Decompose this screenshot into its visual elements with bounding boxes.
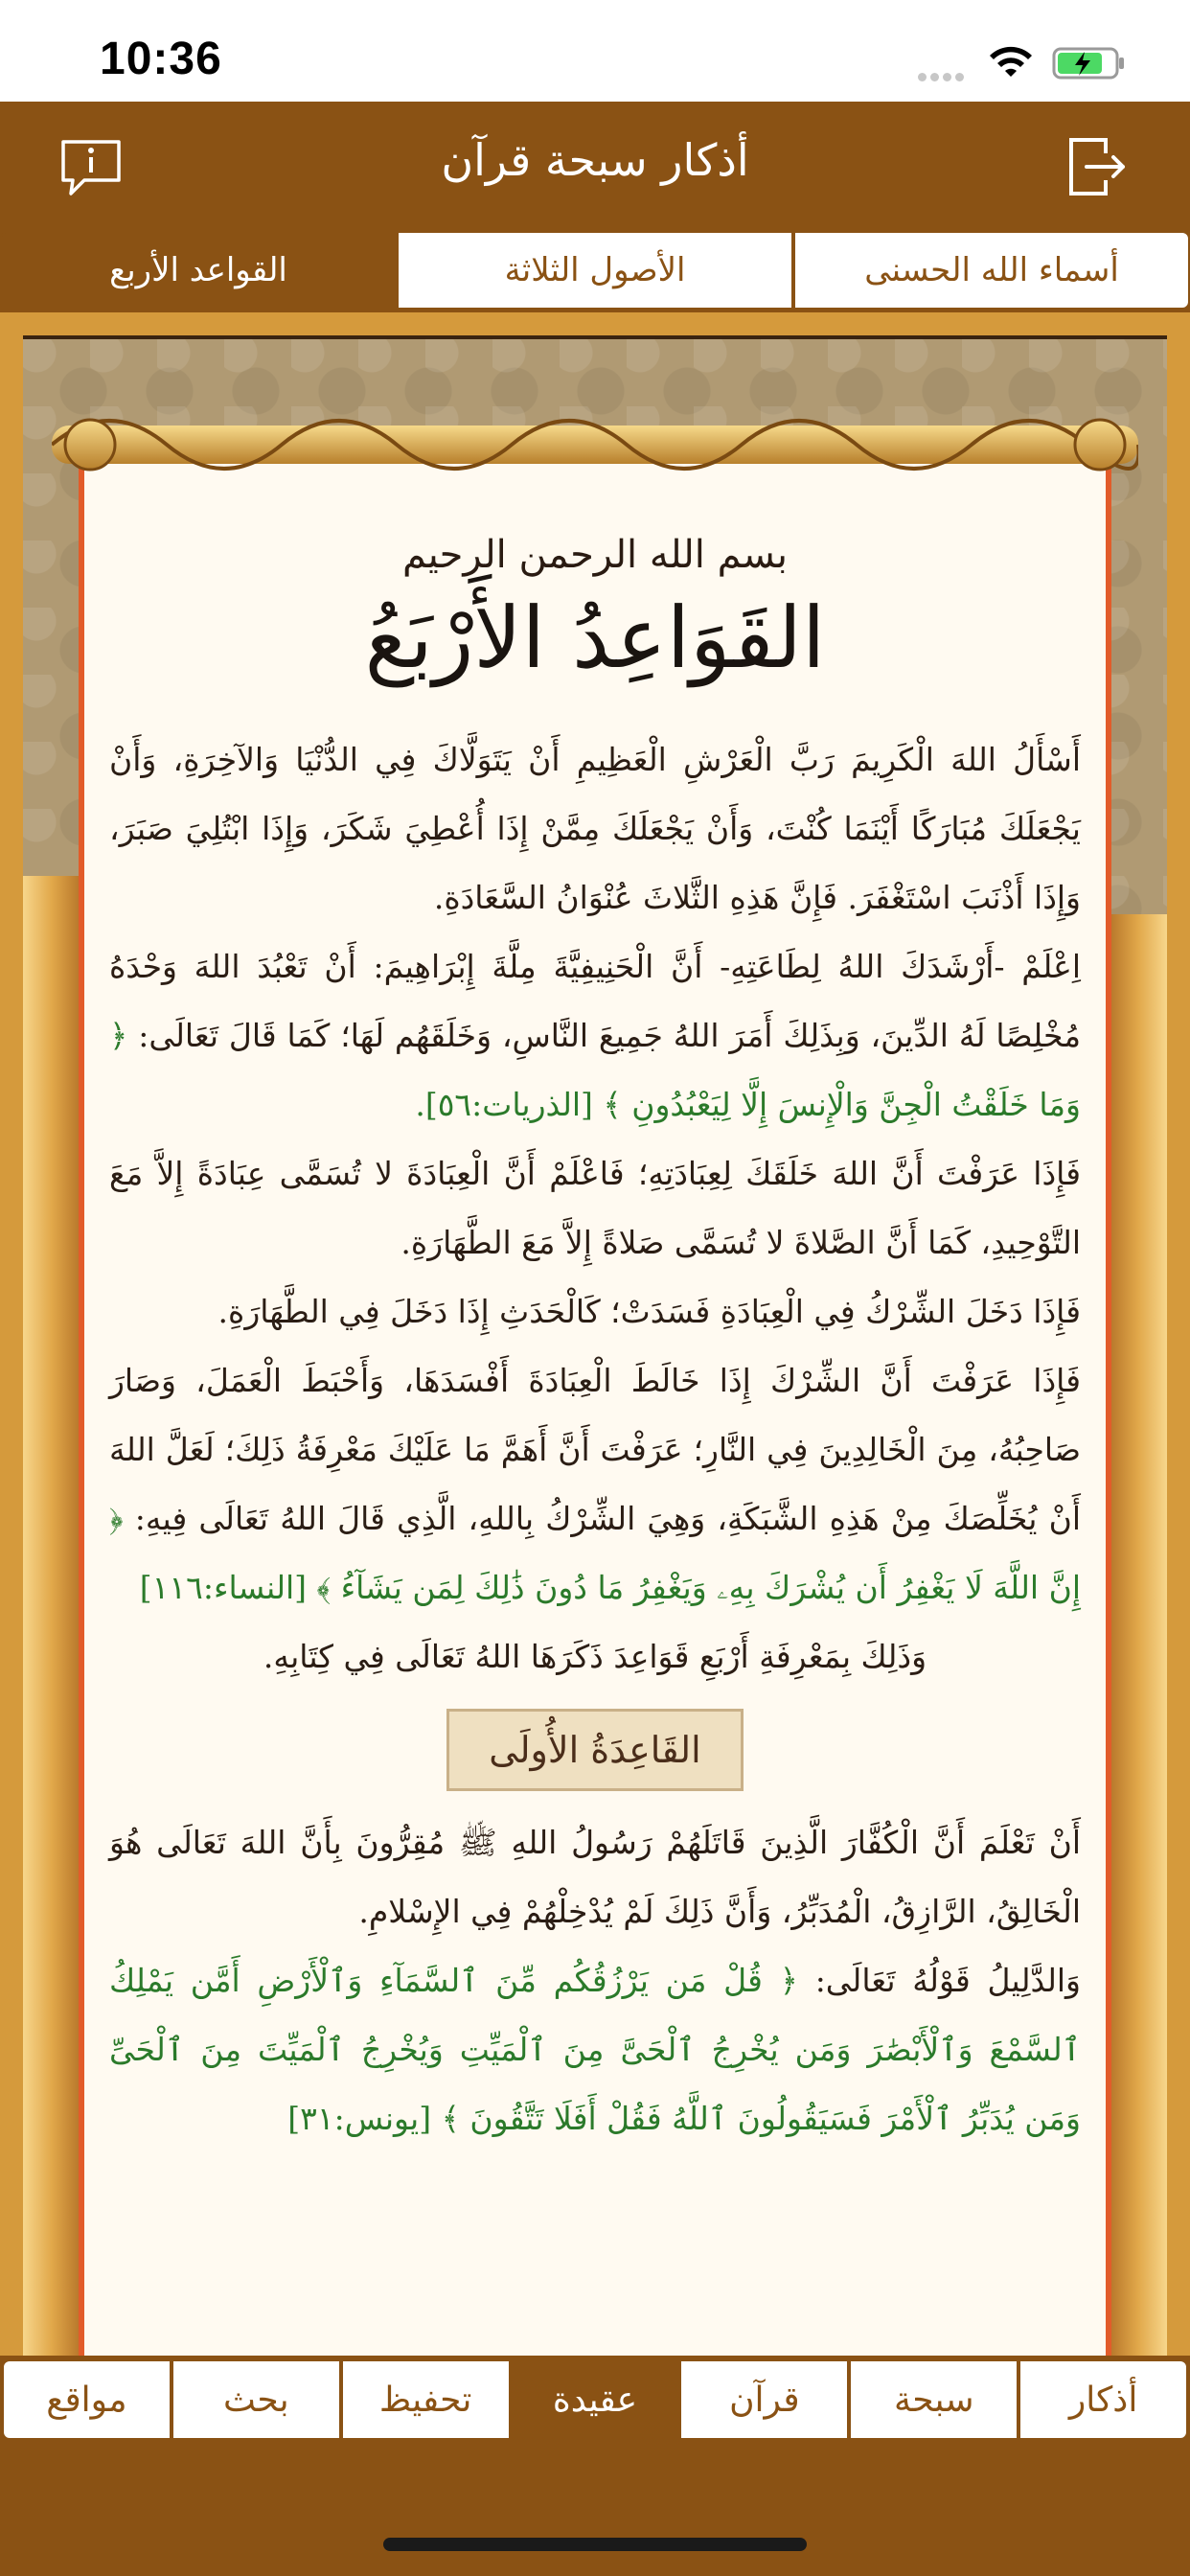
right-curtain-decoration <box>1110 914 1167 2358</box>
tab-websites[interactable]: مواقع <box>2 2359 172 2440</box>
paragraph-rule-one: أَنْ تَعْلَمَ أَنَّ الْكُفَّارَ الَّذِينَ قَاتَلَهُمْ رَسُولُ اللهِ ﷺ مُقِرُّونَ بِأَنَّ اللهَ تَعَالَى هُوَ الْخَالِقُ، الرَّازِقُ، الْمُدَبِّرُ، وَأَنَّ ذَلِكَ لَمْ يُدْخِلْهُمْ فِي الإِسْلامِ. <box>109 1824 1081 1930</box>
wifi-icon <box>987 42 1035 80</box>
tab-four-principles[interactable]: القواعد الأربع <box>0 231 397 310</box>
app-header <box>0 102 1190 230</box>
basmala: بسم الله الرحمن الرحيم <box>401 533 789 577</box>
paragraph-shirk-danger-text: فَإِذَا عَرَفْتَ أَنَّ الشِّرْكَ إِذَا خَالَطَ الْعِبَادَةَ أَفْسَدَهَا، وَأَحْبَطَ الْعَمَلَ، وَصَارَ صَاحِبُهُ، مِنَ الْخَالِدِينَ فِي النَّارِ؛ عَرَفْتَ أَنَّ أَهَمَّ مَا عَلَيْكَ مَعْرِفَةُ ذَلِكَ؛ لَعَلَّ اللهَ أَنْ يُخَلِّصَكَ مِنْ هَذِهِ الشَّبَكَةِ، وَهِيَ الشِّرْكُ بِاللهِ، الَّذِي قَالَ اللهُ تَعَالَى فِيهِ: <box>109 1362 1081 1537</box>
tab-aqeedah[interactable]: عقيدة <box>511 2359 680 2440</box>
page-title: القَوَاعِدُ الأَرْبَعُ <box>364 588 826 687</box>
home-indicator[interactable] <box>383 2538 807 2551</box>
rule-one-title: القَاعِدَةُ الأُولَى <box>446 1709 744 1791</box>
status-bar <box>0 0 1190 102</box>
verse-nisa: ﴿ إِنَّ اللَّهَ لَا يَغْفِرُ أَن يُشْرَكَ بِهِۦ وَيَغْفِرُ مَا دُونَ ذَٰلِكَ لِمَن يَشَآءُ ﴾ [النساء:١١٦] <box>109 1500 1081 1606</box>
parchment-page <box>79 435 1111 2358</box>
paragraph-evidence <box>109 1946 1081 2153</box>
segment-tabs <box>0 230 1190 312</box>
tab-memorize[interactable]: تحفيظ <box>341 2359 511 2440</box>
tab-three-fundamentals[interactable]: الأصول الثلاثة <box>397 231 793 310</box>
paragraph-shirk-danger <box>109 1346 1081 1622</box>
paragraph-hanifiyya <box>109 932 1081 1139</box>
tab-rosary[interactable]: سبحة <box>849 2359 1018 2440</box>
tab-search[interactable]: بحث <box>172 2359 341 2440</box>
paragraph-hanifiyya-text: اِعْلَمْ -أَرْشَدَكَ اللهُ لِطَاعَتِهِ- أَنَّ الْحَنِيفِيَّةَ مِلَّةَ إِبْرَاهِيمَ: أَنْ تَعْبُدَ اللهَ وَحْدَهُ مُخْلِصًا لَهُ الدِّينَ، وَبِذَلِكَ أَمَرَ اللهُ جَمِيعَ النَّاسِ، وَخَلَقَهُم لَهَا؛ كَمَا قَالَ تَعَالَى: <box>109 948 1081 1054</box>
verse-dhariyat: ﴿ وَمَا خَلَقْتُ الْجِنَّ وَالْإِنسَ إِلَّا لِيَعْبُدُونِ ﴾ [الذريات:٥٦]. <box>109 1017 1081 1123</box>
paragraph-worship-tawhid: فَإِذَا عَرَفْتَ أَنَّ اللهَ خَلَقَكَ لِعِبَادَتِهِ؛ فَاعْلَمْ أَنَّ الْعِبَادَةَ لا تُسَمَّى عِبَادَةً إِلاَّ مَعَ التَّوْحِيدِ، كَمَا أَنَّ الصَّلاةَ لا تُسَمَّى صَلاةً إِلاَّ مَعَ الطَّهَارَةِ. <box>109 1155 1081 1261</box>
book-page-frame[interactable] <box>23 335 1167 2358</box>
paragraph-shirk-corrupts: فَإِذَا دَخَلَ الشِّرْكُ فِي الْعِبَادَةِ فَسَدَتْ؛ كَالْحَدَثِ إِذَا دَخَلَ فِي الطَّهَارَةِ. <box>217 1293 1081 1330</box>
paragraph-evidence-text: وَالدَّلِيلُ قَوْلُهُ تَعَالَى: <box>814 1962 1081 1999</box>
tab-adhkar[interactable]: أذكار <box>1018 2359 1188 2440</box>
paragraph-intro: أَسْأَلُ اللهَ الْكَرِيمَ رَبَّ الْعَرْشِ الْعَظِيمِ أَنْ يَتَوَلَّاكَ فِي الدُّنْيَا وَالآخِرَةِ، وَأَنْ يَجْعَلَكَ مُبَارَكًا أَيْنَمَا كُنْتَ، وَأَنْ يَجْعَلَكَ مِمَّنْ إِذَا أُعْطِيَ شَكَرَ، وَإِذَا ابْتُلِيَ صَبَرَ، وَإِذَا أَذْنَبَ اسْتَغْفَرَ. فَإِنَّ هَذِهِ الثَّلاثَ عُنْوَانُ السَّعَادَةِ. <box>109 741 1081 916</box>
header-title: أذكار سبحة قرآن <box>441 134 749 186</box>
exit-icon[interactable] <box>1067 136 1129 197</box>
bottom-safe-area <box>0 2444 1190 2576</box>
verse-yunus: ﴿ قُلْ مَن يَرْزُقُكُم مِّنَ ٱلسَّمَآءِ وَٱلْأَرْضِ أَمَّن يَمْلِكُ ٱلسَّمْعَ وَٱلْأَبْصَٰرَ وَمَن يُخْرِجُ ٱلْحَىَّ مِنَ ٱلْمَيِّتِ وَيُخْرِجُ ٱلْمَيِّتَ مِنَ ٱلْحَىِّ وَمَن يُدَبِّرُ ٱلْأَمْرَ فَسَيَقُولُونَ ٱللَّهُ فَقُلْ أَفَلَا تَتَّقُونَ ﴾ [يونس:٣١] <box>109 1962 1081 2137</box>
top-ornament-border <box>52 397 1138 502</box>
status-time: 10:36 <box>100 34 222 84</box>
paragraph-four-rules: وَذَلِكَ بِمَعْرِفَةِ أَرْبَعِ قَوَاعِدَ ذَكَرَهَا اللهُ تَعَالَى فِي كِتَابِهِ. <box>263 1638 927 1675</box>
bottom-tab-bar <box>0 2356 1190 2444</box>
tab-names-of-allah[interactable]: أسماء الله الحسنى <box>793 231 1190 310</box>
left-curtain-decoration <box>23 876 80 2358</box>
content-area <box>0 312 1190 2356</box>
battery-charging-icon <box>1052 46 1127 80</box>
signal-dots-icon <box>918 67 973 79</box>
tab-quran[interactable]: قرآن <box>679 2359 849 2440</box>
